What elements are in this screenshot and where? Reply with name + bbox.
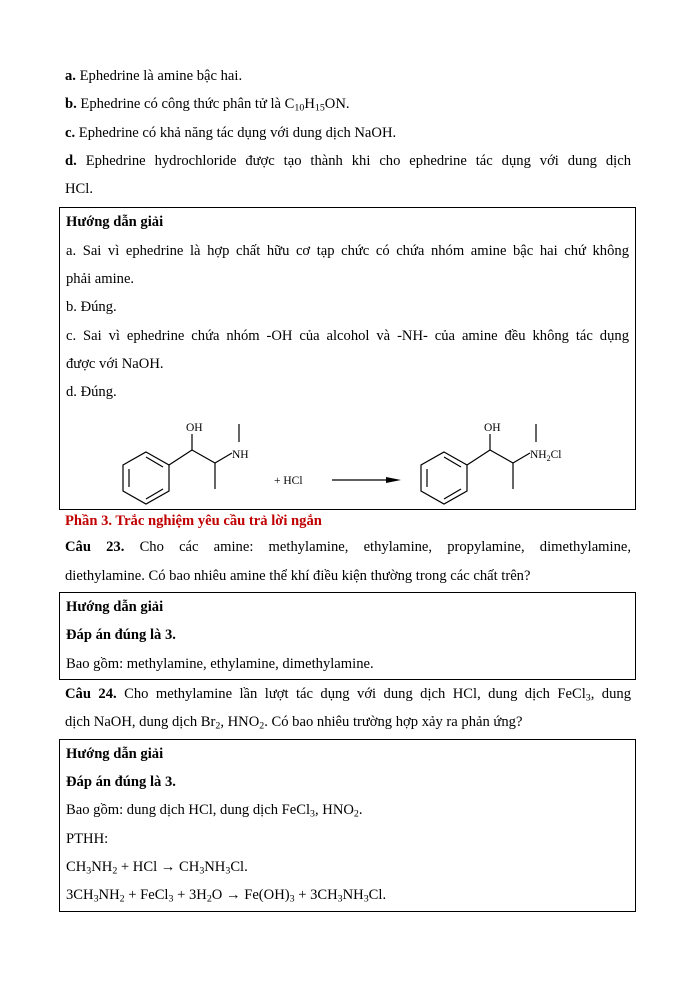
product-nh2cl-label — [530, 449, 562, 463]
solution-box-1 — [59, 207, 636, 510]
subscript: 2 — [353, 808, 359, 820]
question-label: Câu 24. — [65, 686, 117, 703]
subscript: 3 — [86, 865, 92, 877]
option-text: Ephedrine là amine bậc hai. — [79, 68, 243, 84]
question-text: Cho methylamine lần lượt tác dụng với dung dịch HCl, dung dịch FeCl — [124, 686, 586, 703]
subscript: 3 — [337, 893, 343, 905]
option-a — [65, 62, 631, 90]
detail-text: , HNO — [315, 802, 354, 819]
equation-1 — [66, 853, 629, 881]
aromatic-bond — [444, 489, 461, 499]
subscript: 2 — [546, 453, 551, 463]
question-24-line1 — [65, 680, 631, 708]
bond — [490, 450, 513, 463]
solution-b: b. Đúng. — [66, 299, 117, 316]
eq-text: CH — [66, 858, 87, 875]
bond — [192, 450, 215, 463]
benzene-ring — [421, 452, 467, 504]
bond — [169, 450, 192, 465]
eq-text: + FeCl — [124, 887, 169, 904]
subscript: 3 — [93, 893, 99, 905]
eq-text: Cl. — [230, 858, 248, 875]
bond-nh — [215, 453, 232, 463]
option-text: Ephedrine có khả năng tác dụng với dung dịch NaOH. — [78, 124, 397, 141]
solution-title: Hướng dẫn giải — [66, 745, 164, 762]
aromatic-bond — [146, 489, 163, 499]
solution-a-line2: phải amine. — [66, 271, 135, 288]
product-cl: Cl — [550, 448, 562, 461]
bond — [467, 450, 490, 465]
eq-text: NH — [91, 858, 113, 875]
eq-text: NH — [204, 858, 226, 875]
subscript: 2 — [259, 720, 265, 732]
subscript: 2 — [206, 893, 212, 905]
solution-c-line2: được với NaOH. — [66, 355, 164, 372]
eq-text: 3CH — [66, 887, 94, 904]
reagent-label: + HCl — [274, 474, 303, 487]
subscript: 3 — [363, 893, 369, 905]
question-23-line1 — [65, 533, 631, 561]
option-text: H — [304, 96, 315, 113]
solution-c-line1: c. Sai vì ephedrine chứa nhóm -OH của alcohol và -NH- của amine đều không tác dụng — [66, 327, 629, 344]
solution-box-24 — [59, 739, 636, 912]
subscript: 3 — [168, 893, 174, 905]
question-label: Câu 23. — [65, 539, 125, 556]
product-oh-label: OH — [484, 421, 501, 434]
question-23-line2: diethylamine. Có bao nhiêu amine thể khí điều kiện thường trong các chất trên? — [65, 567, 531, 584]
option-d-continued — [65, 175, 631, 203]
eq-text: O → Fe(OH) — [211, 887, 290, 904]
solution-answer: Đáp án đúng là 3. — [66, 773, 176, 790]
eq-text: + 3H — [173, 887, 207, 904]
subscript: 15 — [314, 102, 325, 114]
eq-text: NH — [342, 887, 364, 904]
product-nh: NH — [530, 448, 547, 461]
question-text: , HNO — [220, 714, 260, 731]
subscript: 3 — [225, 865, 231, 877]
eq-text: Cl. — [368, 887, 387, 904]
option-d — [65, 147, 631, 175]
solution-title: Hướng dẫn giải — [66, 214, 164, 231]
option-label: d. — [65, 152, 77, 169]
subscript: 2 — [112, 865, 118, 877]
subscript: 3 — [310, 808, 315, 820]
aromatic-bond — [444, 457, 461, 467]
question-text: Cho các amine: methylamine, ethylamine, propylamine, dimethylamine, — [139, 539, 632, 556]
option-text: Ephedrine có công thức phân tử là C — [80, 96, 295, 113]
reactant-nh-label: NH — [232, 448, 249, 461]
eq-text: NH — [98, 887, 120, 904]
subscript: 3 — [289, 893, 295, 905]
solution-box-23 — [59, 592, 636, 680]
question-text: dịch NaOH, dung dịch Br — [65, 714, 216, 731]
solution-detail: Bao gồm: methylamine, ethylamine, dimethylamine. — [66, 655, 374, 672]
solution-detail — [66, 796, 629, 824]
subscript: 10 — [294, 102, 305, 114]
option-text: HCl. — [65, 181, 93, 198]
option-text: ON. — [324, 96, 350, 113]
subscript: 3 — [585, 692, 591, 704]
option-label: c. — [65, 124, 76, 141]
question-text: , dung — [590, 686, 631, 703]
subscript: 2 — [119, 893, 125, 905]
solution-answer: Đáp án đúng là 3. — [66, 627, 176, 644]
solution-a-line1: a. Sai vì ephedrine là hợp chất hữu cơ tạp chức có chứa nhóm amine bậc hai chứ không — [66, 242, 629, 259]
detail-text: . — [358, 802, 363, 819]
option-label: a. — [65, 68, 76, 84]
aromatic-bond — [146, 457, 163, 467]
solution-title: Hướng dẫn giải — [66, 599, 164, 616]
option-text: Ephedrine hydrochloride được tạo thành khi cho ephedrine tác dụng với dung dịch — [85, 152, 631, 169]
option-c — [65, 119, 631, 147]
benzene-ring — [123, 452, 169, 504]
reaction-diagram — [66, 407, 629, 519]
option-label: b. — [65, 96, 77, 113]
subscript: 2 — [215, 720, 221, 732]
option-b — [65, 90, 631, 118]
ephedrine-structure — [123, 421, 239, 504]
section-3-title: Phần 3. Trắc nghiệm yêu cầu trả lời ngắn — [65, 513, 322, 530]
reactant-oh-label: OH — [186, 421, 203, 434]
subscript: 3 — [199, 865, 205, 877]
eq-text: + 3CH — [294, 887, 338, 904]
question-24-line2 — [65, 708, 631, 736]
detail-text: Bao gồm: dung dịch HCl, dung dịch FeCl — [66, 802, 311, 819]
solution-d: d. Đúng. — [66, 384, 117, 401]
bond-nh — [513, 453, 530, 463]
reaction-arrow-icon — [332, 477, 401, 483]
pthh-label: PTHH: — [66, 830, 109, 847]
document-page — [65, 62, 631, 912]
equation-2 — [66, 881, 629, 909]
reaction-svg — [66, 407, 626, 519]
eq-text: + HCl → CH — [117, 858, 200, 875]
question-text: . Có bao nhiêu trường hợp xảy ra phản ứng? — [264, 714, 523, 731]
ephedrine-hydrochloride-structure — [421, 421, 536, 504]
